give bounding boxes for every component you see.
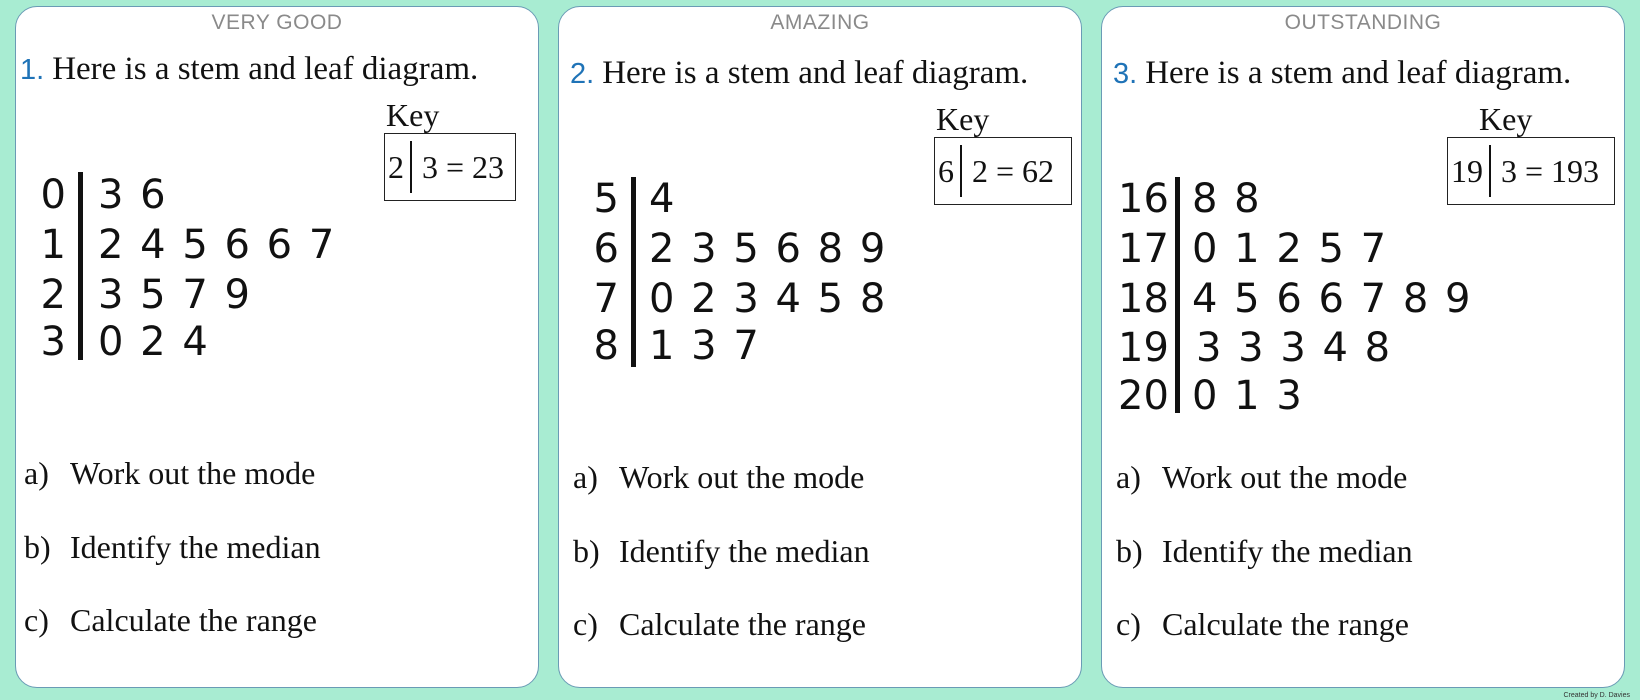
part-letter: c) — [573, 606, 598, 642]
part-a — [24, 455, 315, 492]
stem-leaf-divider — [1175, 177, 1180, 413]
question-text — [20, 51, 478, 88]
part-a — [573, 459, 864, 496]
part-letter: b) — [573, 533, 600, 569]
key-box — [934, 137, 1072, 205]
part-text: Calculate the range — [1162, 606, 1409, 642]
leaf-values: 4 5 6 6 7 8 9 — [1192, 276, 1471, 322]
part-text: Identify the median — [1162, 533, 1413, 569]
key-value: 3 = 193 — [1501, 152, 1600, 189]
part-text: Work out the mode — [1162, 459, 1408, 495]
key-stem: 19 — [1451, 152, 1483, 189]
part-letter: a) — [1116, 459, 1141, 495]
stem-value: 2 — [40, 272, 66, 318]
key-value: 2 = 62 — [972, 152, 1055, 189]
part-letter: a) — [24, 455, 49, 491]
part-c — [1116, 606, 1409, 643]
question-number: 1. — [20, 54, 45, 86]
level-heading: VERY GOOD — [211, 11, 343, 34]
level-heading: AMAZING — [770, 11, 870, 34]
stem-value: 16 — [1118, 176, 1169, 222]
part-text: Work out the mode — [70, 455, 316, 491]
leaf-values: 3 6 — [98, 172, 166, 218]
key-label: Key — [936, 101, 990, 137]
question-number: 2. — [570, 58, 595, 90]
part-letter: c) — [1116, 606, 1141, 642]
stem-value: 3 — [40, 319, 66, 365]
part-c — [573, 606, 866, 643]
card-very-good — [15, 6, 539, 688]
stem-value: 8 — [593, 323, 619, 369]
question-text — [1113, 55, 1571, 92]
key-label: Key — [386, 97, 440, 133]
stem-value: 18 — [1118, 276, 1169, 322]
leaf-values: 3 3 3 4 8 — [1196, 325, 1391, 371]
key-box — [1447, 137, 1615, 205]
leaf-values: 2 4 5 6 6 7 — [98, 222, 335, 268]
stem-leaf-divider — [631, 177, 636, 367]
key-value: 3 = 23 — [422, 148, 505, 185]
part-letter: b) — [24, 529, 51, 565]
question-number: 3. — [1113, 58, 1138, 90]
leaf-values: 1 3 7 — [649, 323, 759, 369]
part-text: Identify the median — [70, 529, 321, 565]
stem-value: 20 — [1118, 373, 1169, 419]
part-text: Calculate the range — [70, 602, 317, 638]
part-a — [1116, 459, 1407, 496]
key-stem: 2 — [388, 148, 404, 185]
part-letter: b) — [1116, 533, 1143, 569]
stem-leaf-divider — [78, 172, 83, 360]
key-stem: 6 — [938, 152, 954, 189]
leaf-values: 8 8 — [1192, 176, 1260, 222]
question-prompt: Here is a stem and leaf diagram. — [1145, 55, 1572, 91]
part-letter: a) — [573, 459, 598, 495]
part-text: Work out the mode — [619, 459, 865, 495]
credit-text: Created by D. Davies — [1563, 692, 1630, 699]
stem-value: 7 — [593, 276, 619, 322]
leaf-values: 3 5 7 9 — [98, 272, 250, 318]
leaf-values: 2 3 5 6 8 9 — [649, 226, 886, 272]
leaf-values: 4 — [649, 176, 675, 222]
part-text: Identify the median — [619, 533, 870, 569]
part-b — [24, 529, 321, 566]
level-heading: OUTSTANDING — [1284, 11, 1442, 34]
stem-value: 5 — [593, 176, 619, 222]
stem-value: 17 — [1118, 226, 1169, 272]
question-prompt: Here is a stem and leaf diagram. — [602, 55, 1029, 91]
leaf-values: 0 1 3 — [1192, 373, 1302, 419]
key-box — [384, 133, 516, 201]
leaf-values: 0 2 3 4 5 8 — [649, 276, 886, 322]
part-b — [1116, 533, 1413, 570]
card-outstanding — [1101, 6, 1625, 688]
part-c — [24, 602, 317, 639]
part-letter: c) — [24, 602, 49, 638]
stem-value: 0 — [40, 172, 66, 218]
key-label: Key — [1479, 101, 1533, 137]
leaf-values: 0 1 2 5 7 — [1192, 226, 1387, 272]
leaf-values: 0 2 4 — [98, 319, 208, 365]
card-amazing — [558, 6, 1082, 688]
stem-value: 19 — [1118, 325, 1169, 371]
part-text: Calculate the range — [619, 606, 866, 642]
stem-value: 1 — [40, 222, 66, 268]
stem-value: 6 — [593, 226, 619, 272]
question-prompt: Here is a stem and leaf diagram. — [52, 51, 479, 87]
question-text — [570, 55, 1028, 92]
part-b — [573, 533, 870, 570]
